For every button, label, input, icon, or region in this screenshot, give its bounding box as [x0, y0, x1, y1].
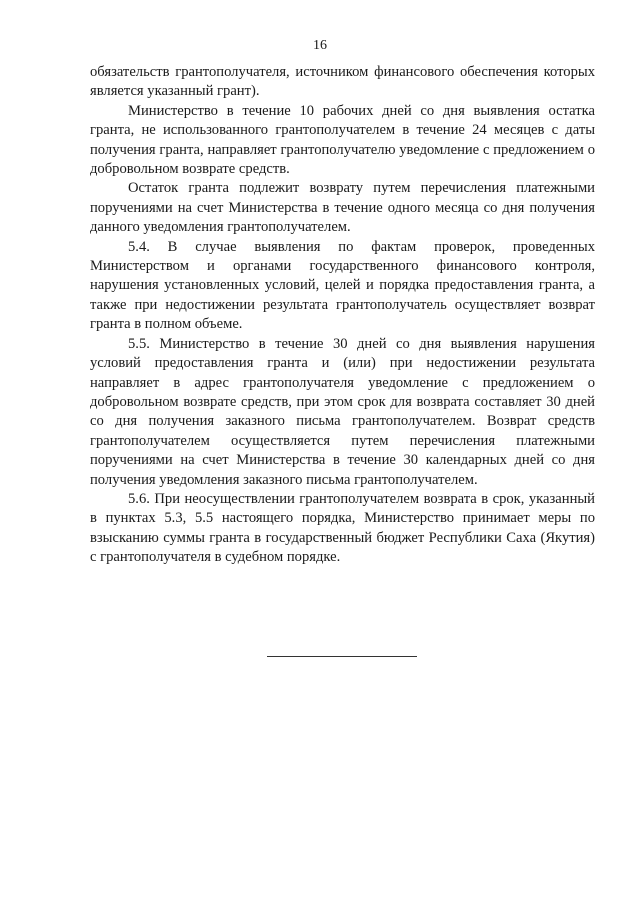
- end-separator-line: [267, 656, 417, 657]
- page-number: 16: [313, 38, 327, 53]
- paragraph-5-4: 5.4. В случае выявления по фактам проверок, проведенных Министерством и органами государственного финансового контроля, нарушения установленных условий, целей и порядка предоставления гранта, а также при недостижении результата грантополучатель осуществляет возврат гранта в полном объеме.: [90, 238, 595, 333]
- paragraph-5-6: 5.6. При неосуществлении грантополучателем возврата в срок, указанный в пунктах 5.3, 5.5 настоящего порядка, Министерство принимает меры по взысканию суммы гранта в государственный бюджет Республики Саха (Якутия) с грантополучателя в судебном порядке.: [90, 490, 595, 566]
- paragraph-5-5: 5.5. Министерство в течение 30 дней со дня выявления нарушения условий предоставления гранта и (или) при недостижении результата направляет в адрес грантополучателя уведомление с предложением о добровольном возврате средств, при этом срок для возврата составляет 30 дней со дня получения заказного письма грантополучателем. Возврат средств грантополучателем осуществляется путем перечисления платежными поручениями на счет Министерства в течение 30 календарных дней со дня получения уведомления заказного письма грантополучателем.: [90, 335, 595, 488]
- paragraph-continuation: обязательств грантополучателя, источником финансового обеспечения которых является указанный грант).: [90, 64, 595, 100]
- document-body: [90, 63, 595, 568]
- paragraph-remaining-grant-return: Остаток гранта подлежит возврату путем перечисления платежными поручениями на счет Министерства в течение одного месяца со дня получения данного уведомления грантополучателем.: [90, 180, 595, 236]
- paragraph-remaining-grant-notice: Министерство в течение 10 рабочих дней со дня выявления остатка гранта, не использованного грантополучателем в течение 24 месяцев с даты получения гранта, направляет грантополучателю уведомление с предложением о добровольном возврате средств.: [90, 102, 595, 178]
